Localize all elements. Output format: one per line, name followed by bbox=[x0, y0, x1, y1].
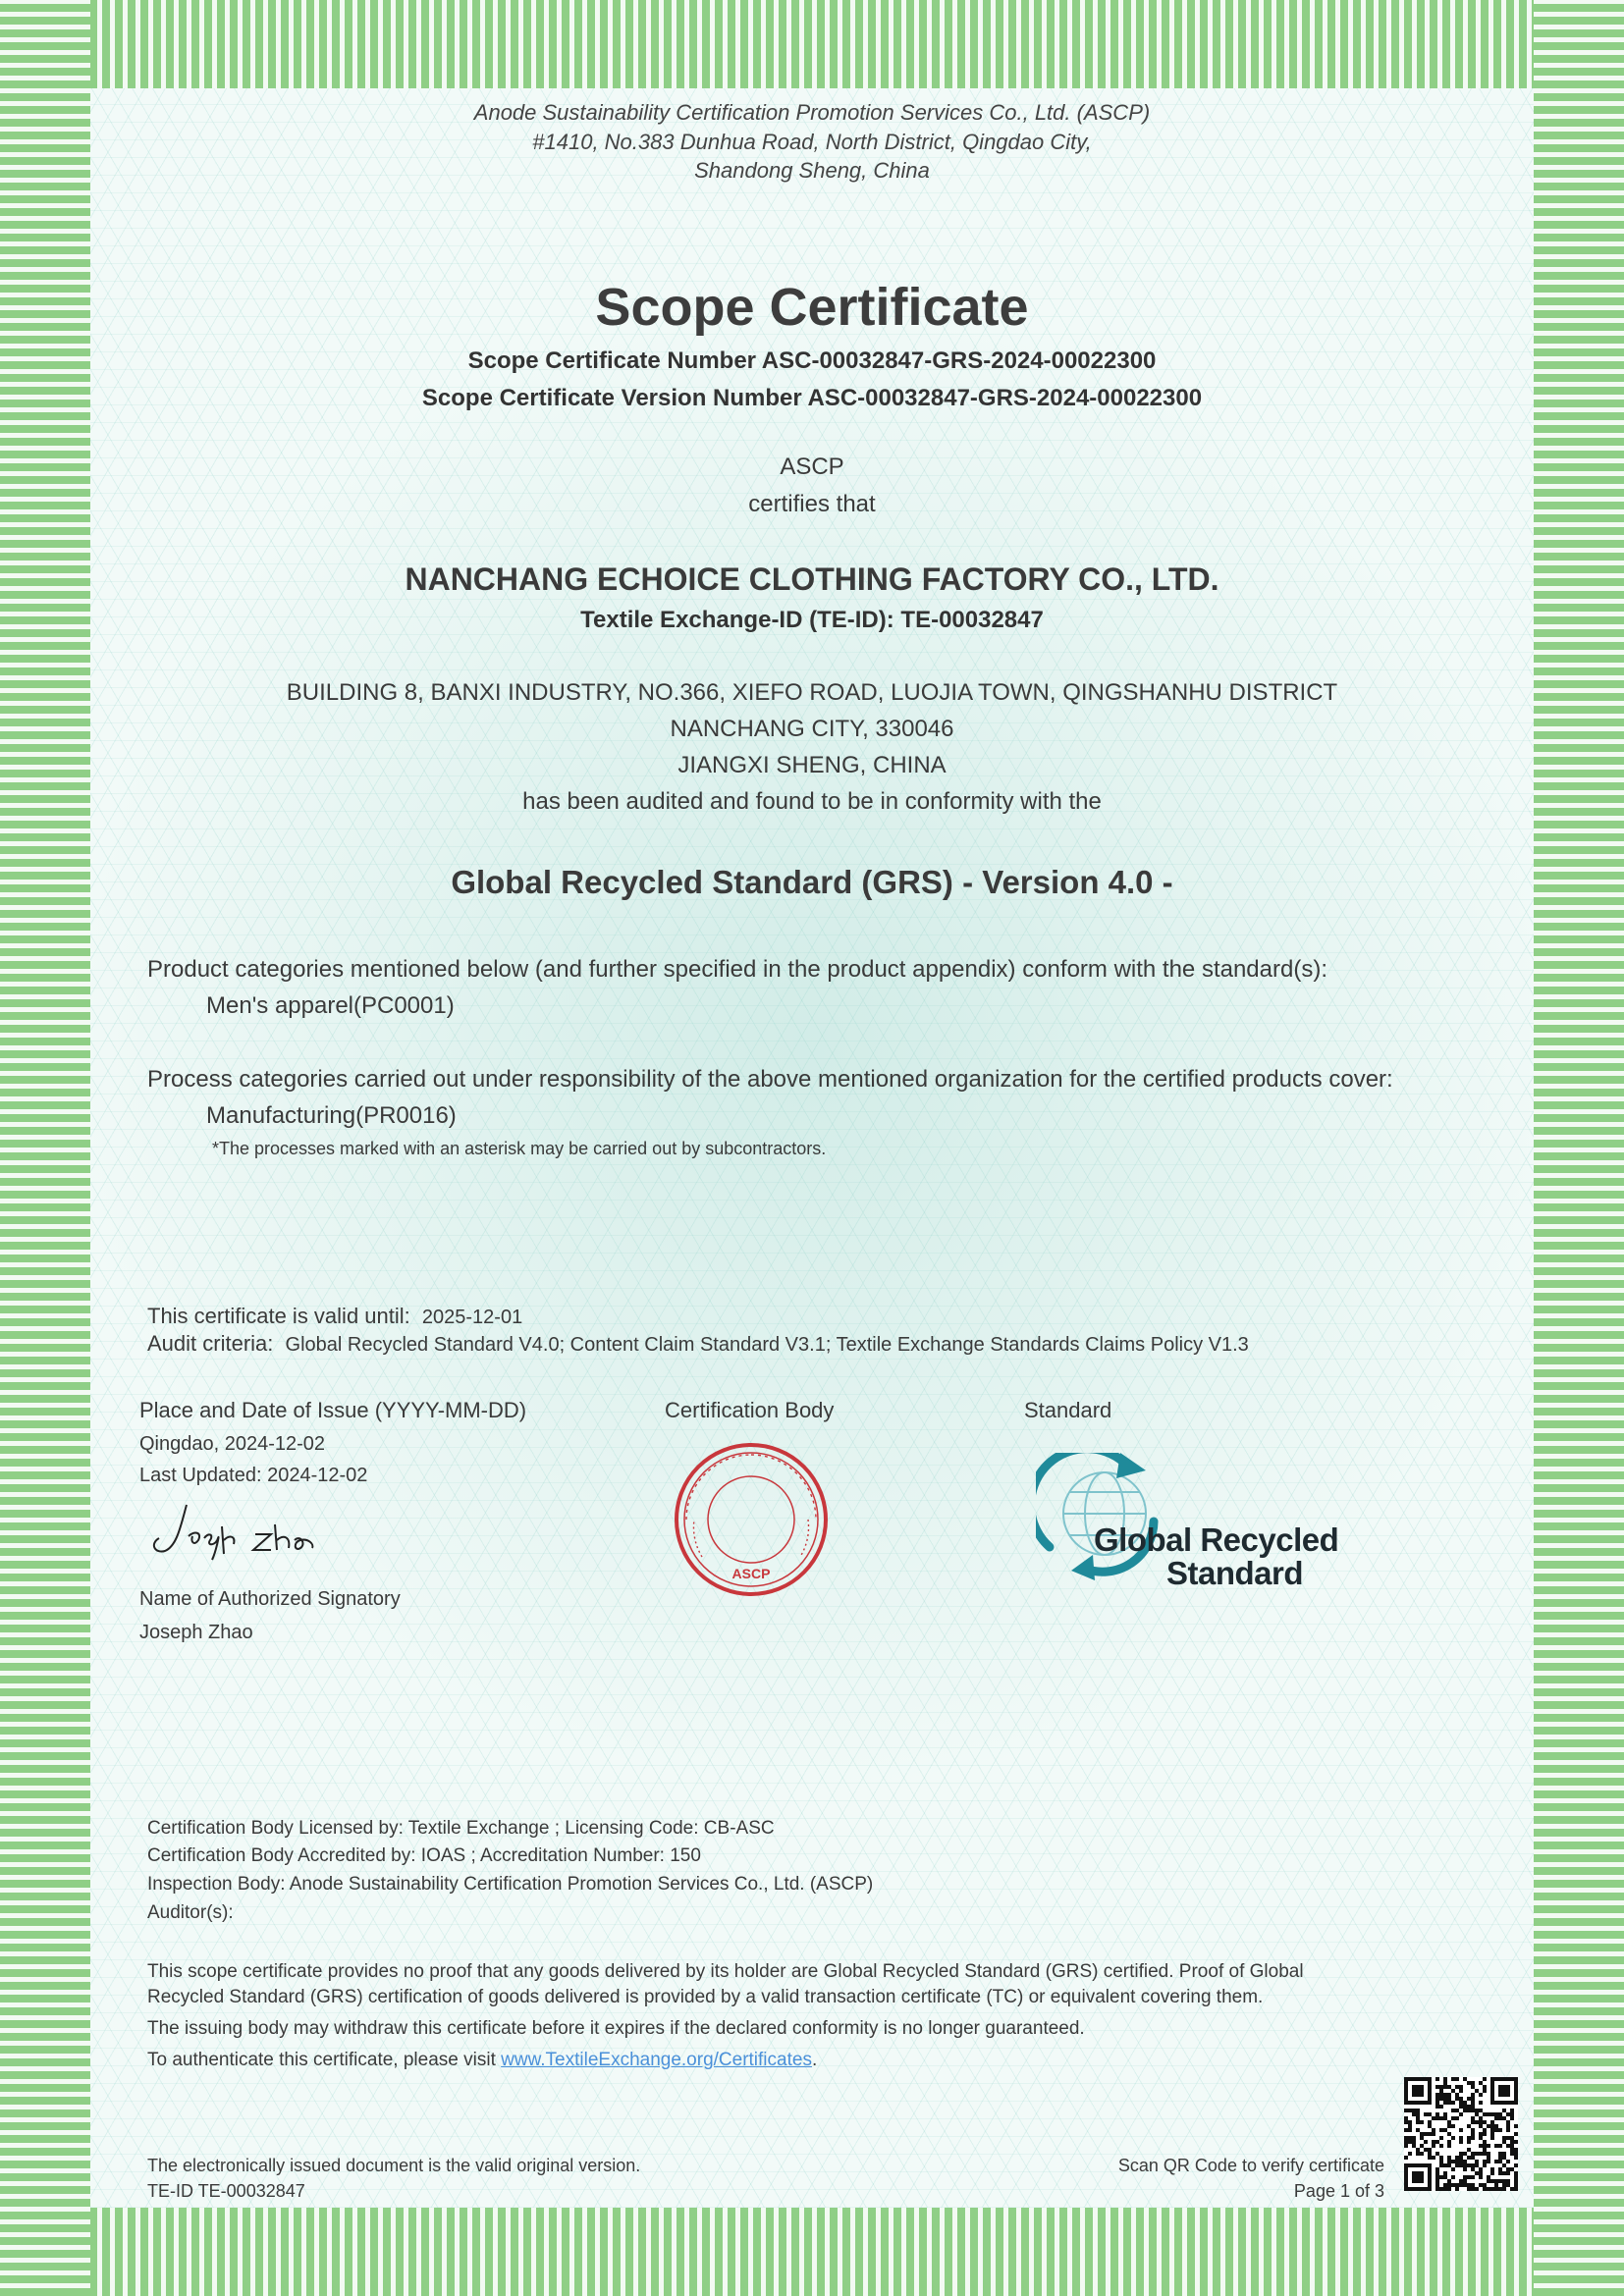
issue-last-updated: Last Updated: 2024-12-02 bbox=[139, 1465, 368, 1486]
disclaimer-line-1: This scope certificate provides no proof that any goods delivered by its holder are Global Recycled Standard (GRS) certified. Proof of Global bbox=[147, 1961, 1304, 1982]
electronic-notice: The electronically issued document is the valid original version. bbox=[147, 2156, 641, 2175]
issuer-line-1: Anode Sustainability Certification Promotion Services Co., Ltd. (ASCP) bbox=[473, 100, 1151, 125]
grs-globe-icon bbox=[1036, 1453, 1164, 1580]
standard-name: Global Recycled Standard (GRS) - Version 4.0 - bbox=[451, 864, 1173, 900]
conformity-statement: has been audited and found to be in conformity with the bbox=[522, 788, 1102, 815]
border-top bbox=[0, 0, 1624, 88]
audit-criteria-row bbox=[147, 1331, 1249, 1357]
version-number: Scope Certificate Version Number ASC-00032847-GRS-2024-00022300 bbox=[421, 385, 1203, 411]
audit-criteria: Global Recycled Standard V4.0; Content Claim Standard V3.1; Textile Exchange Standards Claims Policy V1.3 bbox=[285, 1334, 1249, 1356]
company-address-line-1: BUILDING 8, BANXI INDUSTRY, NO.366, XIEFO ROAD, LUOJIA TOWN, QINGSHANHU DISTRICT bbox=[286, 679, 1338, 706]
validity-row bbox=[147, 1304, 522, 1329]
certification-body-heading: Certification Body bbox=[665, 1398, 835, 1422]
certificate-number: Scope Certificate Number ASC-00032847-GRS-2024-00022300 bbox=[467, 347, 1157, 374]
processes-item: Manufacturing(PR0016) bbox=[206, 1102, 457, 1129]
bottom-te-id: TE-ID TE-00032847 bbox=[147, 2181, 305, 2201]
inspection-body: Inspection Body: Anode Sustainability Certification Promotion Services Co., Ltd. (ASCP) bbox=[147, 1874, 874, 1895]
signatory-label: Name of Authorized Signatory bbox=[139, 1588, 401, 1610]
certifier: ASCP bbox=[780, 454, 844, 480]
validity-label: This certificate is valid until: bbox=[147, 1304, 410, 1328]
disclaimer-line-2: Recycled Standard (GRS) certification of goods delivered is provided by a valid transaction certificate (TC) or equivalent covering them. bbox=[147, 1987, 1264, 2007]
products-intro: Product categories mentioned below (and further specified in the product appendix) conform with the standard(s): bbox=[147, 956, 1327, 983]
licensed-by: Certification Body Licensed by: Textile Exchange ; Licensing Code: CB-ASC bbox=[147, 1818, 775, 1839]
issue-place-date: Qingdao, 2024-12-02 bbox=[139, 1433, 326, 1455]
border-right bbox=[1534, 0, 1624, 2296]
grs-logo-line-2: Standard bbox=[1166, 1555, 1304, 1591]
products-item: Men's apparel(PC0001) bbox=[206, 992, 455, 1019]
company-address-line-3: JIANGXI SHENG, CHINA bbox=[677, 752, 947, 778]
grs-logo-line-1: Global Recycled bbox=[1094, 1522, 1339, 1558]
company-name: NANCHANG ECHOICE CLOTHING FACTORY CO., LTD. bbox=[405, 561, 1219, 597]
accredited-by: Certification Body Accredited by: IOAS ; Accreditation Number: 150 bbox=[147, 1845, 701, 1866]
auditors: Auditor(s): bbox=[147, 1902, 234, 1923]
signature bbox=[147, 1497, 344, 1566]
authenticate-row bbox=[147, 2050, 817, 2071]
qr-code-icon[interactable] bbox=[1404, 2077, 1518, 2191]
seal-text: ASCP bbox=[731, 1566, 771, 1581]
company-te-id: Textile Exchange-ID (TE-ID): TE-00032847 bbox=[580, 607, 1044, 633]
page-title: Scope Certificate bbox=[595, 278, 1029, 337]
ascp-seal-icon bbox=[673, 1441, 830, 1598]
issue-heading: Place and Date of Issue (YYYY-MM-DD) bbox=[139, 1398, 527, 1422]
withdraw-notice: The issuing body may withdraw this certificate before it expires if the declared conformity is no longer guaranteed. bbox=[147, 2018, 1085, 2039]
processes-intro: Process categories carried out under responsibility of the above mentioned organization for the certified products cover: bbox=[147, 1066, 1393, 1093]
issuer-line-3: Shandong Sheng, China bbox=[694, 158, 930, 183]
border-bottom bbox=[0, 2208, 1624, 2296]
processes-note: *The processes marked with an asterisk may be carried out by subcontractors. bbox=[212, 1139, 827, 1158]
issuer-line-2: #1410, No.383 Dunhua Road, North District, Qingdao City, bbox=[532, 130, 1092, 154]
company-address-line-2: NANCHANG CITY, 330046 bbox=[670, 716, 954, 742]
textile-exchange-link[interactable]: www.TextileExchange.org/Certificates bbox=[501, 2050, 812, 2070]
certifies-that: certifies that bbox=[748, 491, 876, 517]
authenticate-prefix: To authenticate this certificate, please visit bbox=[147, 2050, 496, 2070]
page-number: Page 1 of 3 bbox=[1293, 2181, 1384, 2201]
standard-heading: Standard bbox=[1024, 1398, 1112, 1422]
signatory-name: Joseph Zhao bbox=[139, 1622, 253, 1643]
authenticate-suffix: . bbox=[811, 2050, 818, 2070]
validity-date: 2025-12-01 bbox=[421, 1307, 523, 1328]
scan-qr-label: Scan QR Code to verify certificate bbox=[1117, 2156, 1384, 2175]
audit-criteria-label: Audit criteria: bbox=[147, 1331, 274, 1356]
border-left bbox=[0, 0, 90, 2296]
